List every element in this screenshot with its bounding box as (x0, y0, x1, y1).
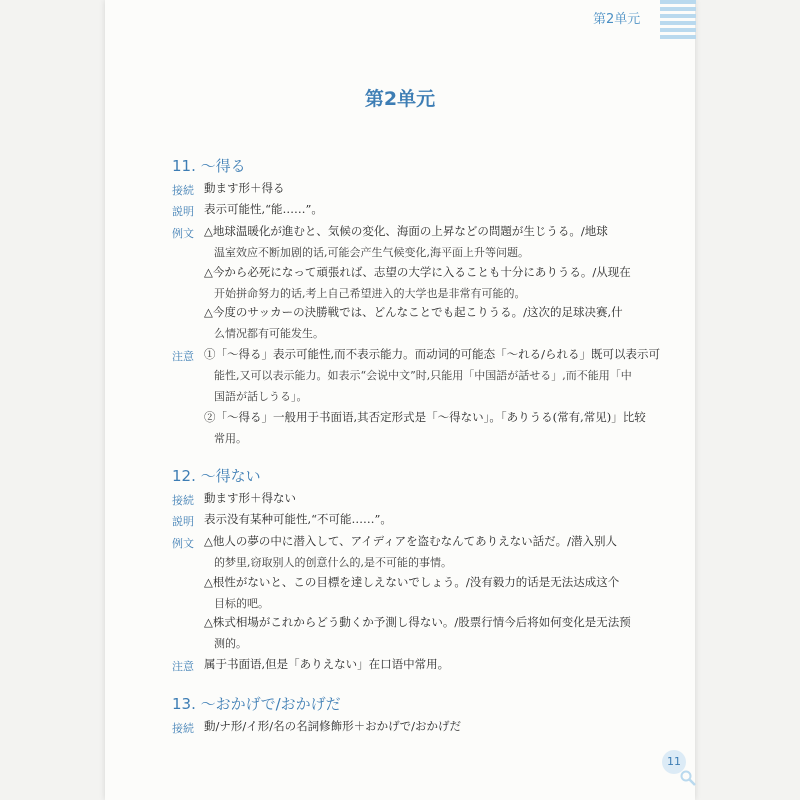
label-explanation: 説明 (172, 205, 194, 218)
example-translation: 温室效应不断加剧的话,可能会产生气候变化,海平面上升等问题。 (214, 246, 529, 259)
explanation-text: 表示没有某种可能性,“不可能……”。 (204, 512, 392, 526)
running-header: 第2单元 (593, 12, 641, 27)
page-number: 11 (662, 750, 686, 774)
example-sentence: △株式相場がこれからどう動くか予測し得ない。/股票行情今后将如何变化是无法预 (204, 615, 631, 629)
example-translation: 目标的吧。 (214, 597, 269, 610)
note-text: 国語が話しうる」。 (214, 390, 308, 403)
section-heading-13: 13. ～おかげで/おかげだ (172, 695, 341, 713)
section-heading-12: 12. ～得ない (172, 467, 261, 485)
label-connection: 接続 (172, 722, 194, 735)
example-translation: 的梦里,窃取别人的创意什么的,是不可能的事情。 (214, 556, 452, 569)
example-sentence: △根性がないと、この目標を達しえないでしょう。/没有毅力的话是无法达成这个 (204, 575, 620, 589)
example-translation: 测的。 (214, 637, 247, 650)
section-heading-11: 11. ～得る (172, 157, 246, 175)
explanation-text: 表示可能性,“能……”。 (204, 202, 323, 216)
label-examples: 例文 (172, 227, 194, 240)
connection-text: 動ます形＋得ない (204, 491, 296, 505)
magnifier-icon (680, 770, 696, 786)
example-sentence: △今度のサッカーの決勝戦では、どんなことでも起こりうる。/这次的足球决赛,什 (204, 305, 623, 319)
example-sentence: △今から必死になって頑張れば、志望の大学に入ることも十分にありうる。/从现在 (204, 265, 631, 279)
header-stripes (660, 0, 696, 46)
label-examples: 例文 (172, 537, 194, 550)
label-explanation: 説明 (172, 515, 194, 528)
connection-text: 動/ナ形/イ形/名の名詞修飾形＋おかげで/おかげだ (204, 719, 461, 733)
note-text: 能性,又可以表示能力。如表示“会说中文”时,只能用「中国語が話せる」,而不能用「中 (214, 369, 632, 382)
label-connection: 接続 (172, 494, 194, 507)
note-text: 属于书面语,但是「ありえない」在口语中常用。 (204, 657, 450, 671)
page-sheet (105, 0, 695, 800)
example-sentence: △他人の夢の中に潜入して、アイディアを盗むなんてありえない話だ。/潜入别人 (204, 534, 618, 548)
label-note: 注意 (172, 660, 194, 673)
example-translation: 么情况都有可能发生。 (214, 327, 324, 340)
note-text: ①「～得る」表示可能性,而不表示能力。而动词的可能态「～れる/られる」既可以表示可 (204, 347, 661, 361)
note-text: ②「～得る」一般用于书面语,其否定形式是「～得ない」。「ありうる(常有,常见)」比较 (204, 410, 646, 424)
example-sentence: △地球温暖化が進むと、気候の変化、海面の上昇などの問題が生じうる。/地球 (204, 224, 608, 238)
note-text: 常用。 (214, 432, 247, 445)
connection-text: 動ます形＋得る (204, 181, 285, 195)
example-translation: 开始拼命努力的话,考上自己希望进入的大学也是非常有可能的。 (214, 287, 526, 300)
label-note: 注意 (172, 350, 194, 363)
page-title: 第2单元 (364, 88, 436, 110)
label-connection: 接続 (172, 184, 194, 197)
